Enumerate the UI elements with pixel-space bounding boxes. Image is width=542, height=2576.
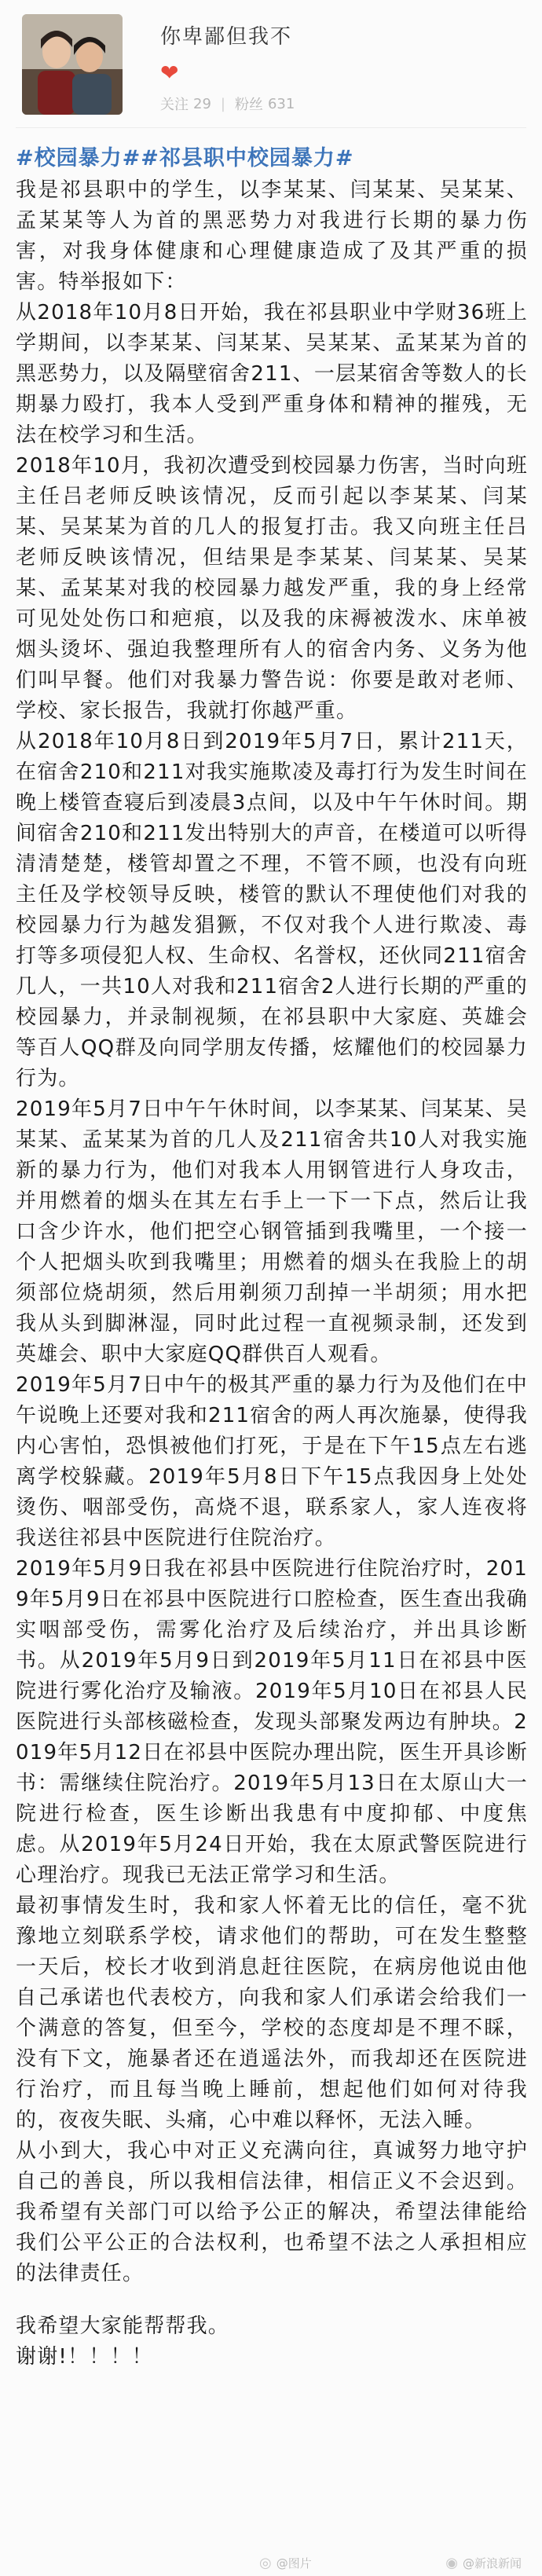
- post-paragraph-start: 从2018年10月8日开始，我在祁县职业中学财36班上学期间，以李某某、闫某某、吴某某、孟某某为首的黑恶势力，以及隔壁宿舍211、一层某宿舍等数人的长期暴力殴打，我本人受到严重身体和精神的摧残，无法在校学习和生活。: [16, 301, 528, 447]
- watermark-right-text: @新浪新闻: [462, 2556, 522, 2571]
- watermark-left-text: @图片: [276, 2556, 312, 2571]
- image-watermark-bar: [0, 2549, 542, 2576]
- profile-name[interactable]: 你卑鄙但我不: [160, 25, 293, 49]
- sina-news-logo-icon: ◉: [445, 2554, 458, 2571]
- post-body: [0, 128, 542, 2373]
- fans-label[interactable]: 粉丝: [234, 97, 263, 113]
- profile-header: [0, 0, 542, 127]
- post-paragraph-intro: 我是祁县职中的学生，以李某某、闫某某、吴某某、孟某某等人为首的黑恶势力对我进行长期的暴力伤害，对我身体健康和心理健康造成了及其严重的损害。特举报如下：: [16, 178, 528, 294]
- weibo-logo-icon: ◎: [259, 2554, 272, 2571]
- stats-divider: |: [220, 95, 225, 112]
- profile-info: [160, 14, 295, 114]
- tag-qixian-vocational-school[interactable]: #祁县职中校园暴力#: [141, 146, 354, 170]
- post-tags: [16, 144, 528, 174]
- avatar-image: [22, 14, 123, 115]
- heart-icon: ❤: [160, 60, 179, 86]
- post-paragraph-first-report: 2018年10月，我初次遭受到校园暴力伤害，当时向班主任吕老师反映该情况，反而引起以李某某、闫某某、吴某某为首的几人的报复打击。我又向班主任吕老师反映该情况，但结果是李某某、闫某某、吴某某、孟某某对我的校园暴力越发严重，我的身上经常可见处处伤口和疤痕，以及我的床褥被泼水、床单被烟头烫坏、强迫我整理所有人的宿舍内务、义务为他们叫早餐。他们对我暴力警告说：你要是敢对老师、学校、家长报告，我就打你越严重。: [16, 454, 528, 723]
- avatar[interactable]: [22, 14, 123, 115]
- post-paragraph-school-response: 最初事情发生时，我和家人怀着无比的信任，毫不犹豫地立刻联系学校，请求他们的帮助，可在发生整整一天后，校长才收到消息赶往医院，在病房他说由他自己承诺也代表校方，向我和家人们承诺会给我们一个满意的答复，但至今，学校的态度却是不理不睬，没有下文，施暴者还在逍遥法外，而我却还在医院进行治疗，而且每当晚上睡前，想起他们如何对待我的，夜夜失眠、头痛，心中难以释怀，无法入睡。: [16, 1894, 528, 2132]
- tag-campus-violence[interactable]: #校园暴力#: [16, 146, 141, 170]
- post-paragraph-appeal: 从小到大，我心中对正义充满向往，真诚努力地守护自己的善良，所以我相信法律，相信正义不会迟到。我希望有关部门可以给予公正的解决，希望法律能给我们公平公正的合法权利，也希望不法之人承担相应的法律责任。: [16, 2139, 528, 2285]
- post-paragraph-duration: 从2018年10月8日到2019年5月7日，累计211天，在宿舍210和211对我实施欺凌及毒打行为发生时间在晚上楼管查寝后到凌晨3点间，以及中午午休时间。期间宿舍210和211发出特别大的声音，在楼道可以听得清清楚楚，楼管却置之不理，不管不顾，也没有向班主任及学校领导反映，楼管的默认不理使他们对我的校园暴力行为越发猖獗，不仅对我个人进行欺凌、毒打等多项侵犯人权、生命权、名誉权，还伙同211宿舍几人，一共10人对我和211宿舍2人进行长期的严重的校园暴力，并录制视频，在祁县职中大家庭、英雄会等百人QQ群及向同学朋友传播，炫耀他们的校园暴力行为。: [16, 730, 528, 1090]
- post-closing-thanks: 谢谢!！！！！: [16, 2345, 153, 2369]
- post-paragraph-may-7: 2019年5月7日中午午休时间，以李某某、闫某某、吴某某、孟某某为首的几人及211宿舍共10人对我实施新的暴力行为，他们对我本人用钢管进行人身攻击，并用燃着的烟头在其左右手上一下一下点，然后让我口含少许水，他们把空心钢管插到我嘴里，一个接一个人把烟头吹到我嘴里；用燃着的烟头在我脸上的胡须部位烧胡须，然后用剃须刀刮掉一半胡须；用水把我从头到脚淋湿，同时此过程一直视频录制，还发到英雄会、职中大家庭QQ群供百人观看。: [16, 1097, 528, 1366]
- fans-count[interactable]: 631: [267, 95, 295, 112]
- post-paragraph-escape: 2019年5月7日中午的极其严重的暴力行为及他们在中午说晚上还要对我和211宿舍的两人再次施暴，使得我内心害怕，恐惧被他们打死，于是在下午15点左右逃离学校躲藏。2019年5月8日下午15点我因身上处处烫伤、咽部受伤，高烧不退，联系家人，家人连夜将我送往祁县中医院进行住院治疗。: [16, 1373, 528, 1550]
- watermark-right: [445, 2555, 522, 2571]
- profile-stats: [160, 93, 295, 114]
- watermark-left: [259, 2555, 312, 2571]
- post-closing-help: 我希望大家能帮帮我。: [16, 2314, 230, 2338]
- follow-count[interactable]: 29: [193, 95, 211, 112]
- post-paragraph-treatment: 2019年5月9日我在祁县中医院进行住院治疗时，2019年5月9日在祁县中医院进行口腔检查，医生查出我确实咽部受伤，需雾化治疗及后续治疗，并出具诊断书。从2019年5月9日到2019年5月11日在祁县中医院进行雾化治疗及输液。2019年5月10日在祁县人民医院进行头部核磁检查，发现头部聚发两边有肿块。2019年5月12日在祁县中医院办理出院，医生开具诊断书：需继续住院治疗。2019年5月13日在太原山大一院进行检查，医生诊断出我患有中度抑郁、中度焦虑。从2019年5月24日开始，我在太原武警医院进行心理治疗。现我已无法正常学习和生活。: [16, 1557, 528, 1887]
- follow-label[interactable]: 关注: [160, 97, 189, 113]
